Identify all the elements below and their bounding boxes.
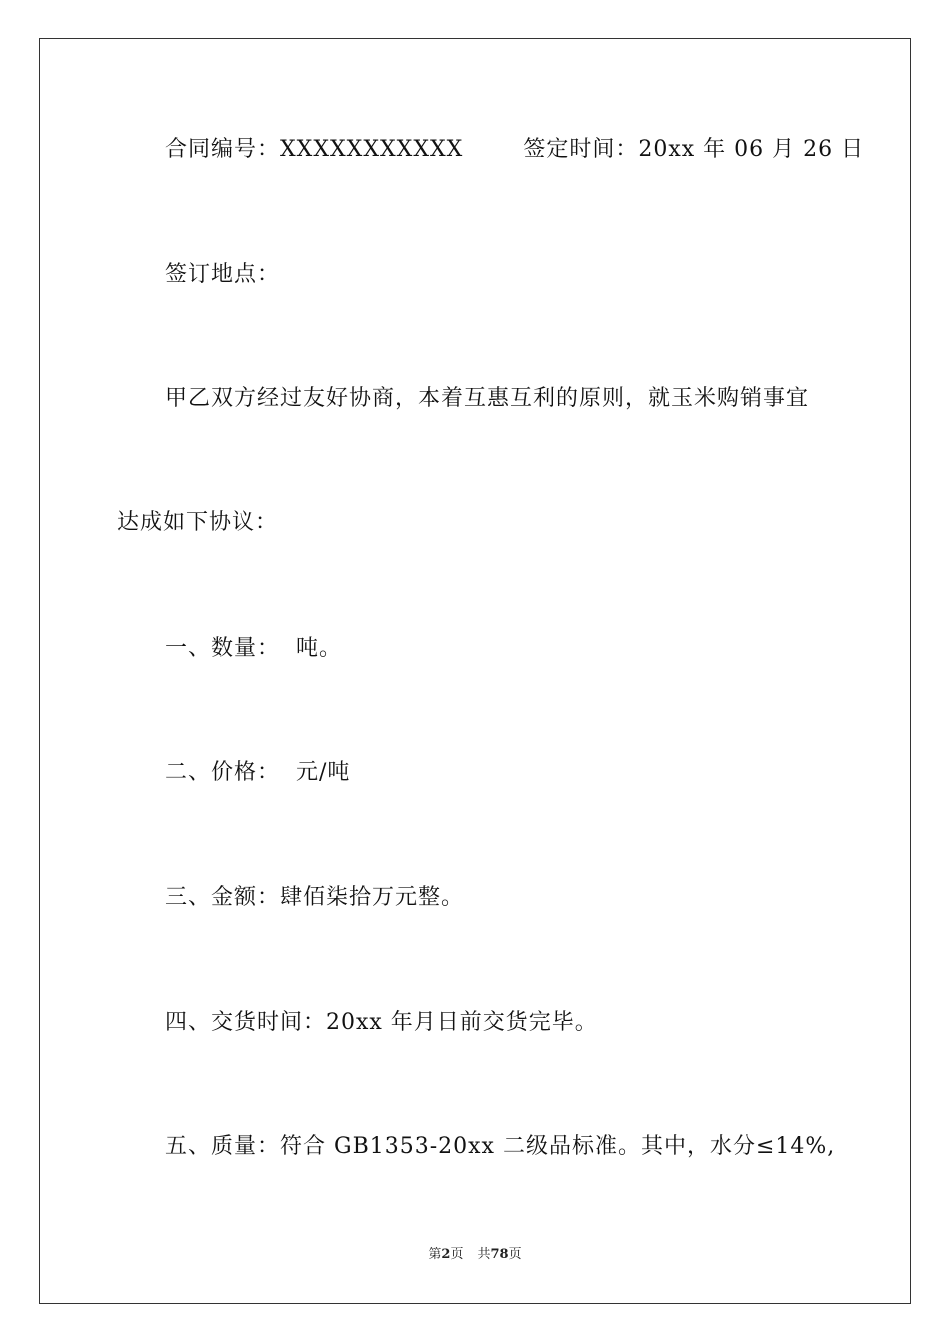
contract-number-value: XXXXXXXXXXX bbox=[280, 137, 464, 162]
clause-quality: 五、质量：符合 GB1353-20xx 二级品标准。其中，水分≤14%, bbox=[165, 1134, 836, 1159]
sign-date-value: 20xx 年 06 月 26 日 bbox=[638, 137, 865, 162]
clause-price: 二、价格： 元/吨 bbox=[165, 760, 351, 785]
clause-quantity: 一、数量： 吨。 bbox=[165, 636, 342, 661]
contract-header-line bbox=[165, 136, 864, 164]
total-suffix: 页 bbox=[508, 1247, 522, 1262]
page-prefix: 第 bbox=[428, 1247, 442, 1262]
total-prefix: 共 bbox=[477, 1247, 491, 1262]
clause-delivery-time: 四、交货时间：20xx 年月日前交货完毕。 bbox=[165, 1010, 598, 1035]
clause-amount: 三、金额：肆佰柒拾万元整。 bbox=[165, 885, 465, 910]
intro-paragraph-line-1: 甲乙双方经过友好协商，本着互惠互利的原则，就玉米购销事宜 bbox=[165, 386, 810, 411]
page-border bbox=[39, 38, 911, 1304]
contract-number-label: 合同编号： bbox=[165, 137, 281, 162]
page-footer bbox=[0, 1246, 950, 1264]
sign-date-label: 签定时间： bbox=[523, 137, 639, 162]
current-page-number: 2 bbox=[441, 1247, 451, 1262]
page-suffix: 页 bbox=[450, 1247, 464, 1262]
sign-place-line: 签订地点： bbox=[165, 262, 281, 287]
total-page-count: 78 bbox=[490, 1247, 509, 1262]
intro-paragraph-line-2: 达成如下协议： bbox=[117, 510, 279, 535]
